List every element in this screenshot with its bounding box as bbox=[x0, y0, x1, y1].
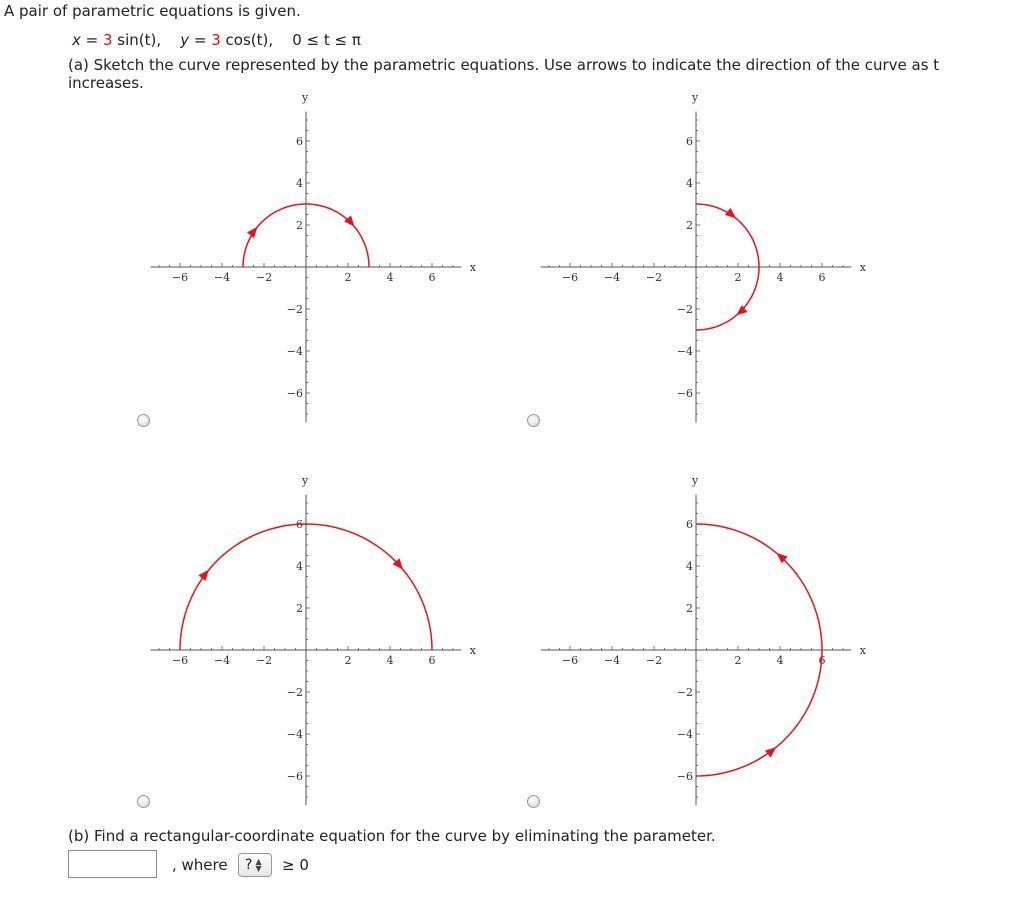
x-axis-label: x bbox=[859, 644, 867, 657]
y-tick-label: 4 bbox=[686, 177, 693, 190]
x-tick-label: 6 bbox=[428, 271, 436, 284]
y-tick-label: 6 bbox=[296, 518, 303, 531]
variable-select[interactable] bbox=[238, 853, 272, 877]
x-tick-label: −4 bbox=[213, 654, 231, 667]
option-d-radio[interactable] bbox=[527, 795, 540, 808]
y-axis-label: y bbox=[692, 474, 699, 488]
y-tick-label: −6 bbox=[286, 770, 303, 783]
x-tick-label: −2 bbox=[255, 271, 273, 284]
direction-arrow-icon bbox=[765, 747, 776, 758]
y-tick-label: 4 bbox=[686, 560, 693, 573]
option-b-svg bbox=[525, 91, 875, 435]
y-axis-label: y bbox=[302, 91, 309, 105]
y-tick-label: −6 bbox=[676, 387, 693, 400]
parametric-equations bbox=[72, 31, 361, 49]
x-eq-lhs: x = bbox=[72, 31, 103, 49]
option-a-svg bbox=[135, 91, 485, 435]
y-axis-label: y bbox=[692, 91, 699, 105]
x-tick-label: −4 bbox=[213, 271, 231, 284]
x-tick-label: 2 bbox=[344, 654, 352, 667]
t-range: 0 ≤ t ≤ π bbox=[292, 31, 361, 49]
x-axis-label: x bbox=[469, 644, 477, 657]
y-tick-label: 2 bbox=[296, 219, 303, 232]
y-axis-label: y bbox=[302, 474, 309, 488]
option-d-svg bbox=[525, 474, 875, 818]
direction-arrow-icon bbox=[198, 570, 209, 581]
part-a-question: (a) Sketch the curve represented by the parametric equations. Use arrows to indicate the direction of the curve as t increases. bbox=[68, 56, 940, 92]
option-c-svg bbox=[135, 474, 485, 818]
x-tick-label: 6 bbox=[818, 654, 826, 667]
y-tick-label: −2 bbox=[676, 303, 693, 316]
x-tick-label: −6 bbox=[561, 271, 579, 284]
y-tick-label: 4 bbox=[296, 560, 303, 573]
x-tick-label: 6 bbox=[428, 654, 436, 667]
x-coefficient: 3 bbox=[102, 31, 113, 49]
select-arrows-icon: ▲ ▼ bbox=[255, 857, 262, 873]
variable-select-value: ? bbox=[245, 857, 253, 873]
option-d-graph bbox=[525, 474, 875, 818]
option-a-radio[interactable] bbox=[137, 414, 150, 427]
x-axis-label: x bbox=[859, 261, 867, 274]
option-c-radio[interactable] bbox=[137, 795, 150, 808]
option-c-graph bbox=[135, 474, 485, 818]
x-tick-label: −4 bbox=[603, 271, 621, 284]
y-tick-label: −2 bbox=[286, 686, 303, 699]
x-tick-label: 6 bbox=[818, 271, 826, 284]
y-tick-label: −6 bbox=[286, 387, 303, 400]
x-tick-label: −2 bbox=[255, 654, 273, 667]
y-tick-label: 6 bbox=[296, 135, 303, 148]
option-b-graph bbox=[525, 91, 875, 435]
x-tick-label: 2 bbox=[344, 271, 352, 284]
y-tick-label: −4 bbox=[676, 345, 693, 358]
part-b-question: (b) Find a rectangular-coordinate equation for the curve by eliminating the parameter. bbox=[68, 827, 716, 845]
y-tick-label: 2 bbox=[296, 602, 303, 615]
condition-label: ≥ 0 bbox=[282, 856, 309, 874]
where-label: , where bbox=[172, 856, 228, 874]
x-tick-label: 2 bbox=[734, 271, 742, 284]
option-b-radio[interactable] bbox=[527, 414, 540, 427]
x-tick-label: −2 bbox=[645, 654, 663, 667]
option-a-graph bbox=[135, 91, 485, 435]
x-tick-label: −6 bbox=[171, 271, 189, 284]
y-tick-label: 2 bbox=[686, 602, 693, 615]
x-tick-label: −6 bbox=[171, 654, 189, 667]
y-eq-rhs: cos(t), bbox=[220, 31, 274, 49]
y-coefficient: 3 bbox=[211, 31, 221, 49]
x-tick-label: 2 bbox=[734, 654, 742, 667]
x-tick-label: 4 bbox=[776, 654, 784, 667]
y-tick-label: −4 bbox=[286, 728, 303, 741]
y-tick-label: −2 bbox=[286, 303, 303, 316]
x-tick-label: 4 bbox=[386, 271, 394, 284]
y-tick-label: −4 bbox=[676, 728, 693, 741]
x-tick-label: 4 bbox=[386, 654, 394, 667]
direction-arrow-icon bbox=[247, 227, 258, 238]
y-tick-label: −6 bbox=[676, 770, 693, 783]
equation-answer-input[interactable] bbox=[68, 850, 157, 878]
x-tick-label: −2 bbox=[645, 271, 663, 284]
problem-intro: A pair of parametric equations is given. bbox=[4, 2, 301, 20]
x-axis-label: x bbox=[469, 261, 477, 274]
x-tick-label: 4 bbox=[776, 271, 784, 284]
x-eq-rhs: sin(t), bbox=[112, 31, 162, 49]
y-eq-lhs: y = bbox=[180, 31, 212, 49]
y-tick-label: −4 bbox=[286, 345, 303, 358]
y-tick-label: 6 bbox=[686, 518, 693, 531]
y-tick-label: −2 bbox=[676, 686, 693, 699]
y-tick-label: 4 bbox=[296, 177, 303, 190]
x-tick-label: −4 bbox=[603, 654, 621, 667]
y-tick-label: 2 bbox=[686, 219, 693, 232]
direction-arrow-icon bbox=[725, 208, 736, 219]
y-tick-label: 6 bbox=[686, 135, 693, 148]
x-tick-label: −6 bbox=[561, 654, 579, 667]
